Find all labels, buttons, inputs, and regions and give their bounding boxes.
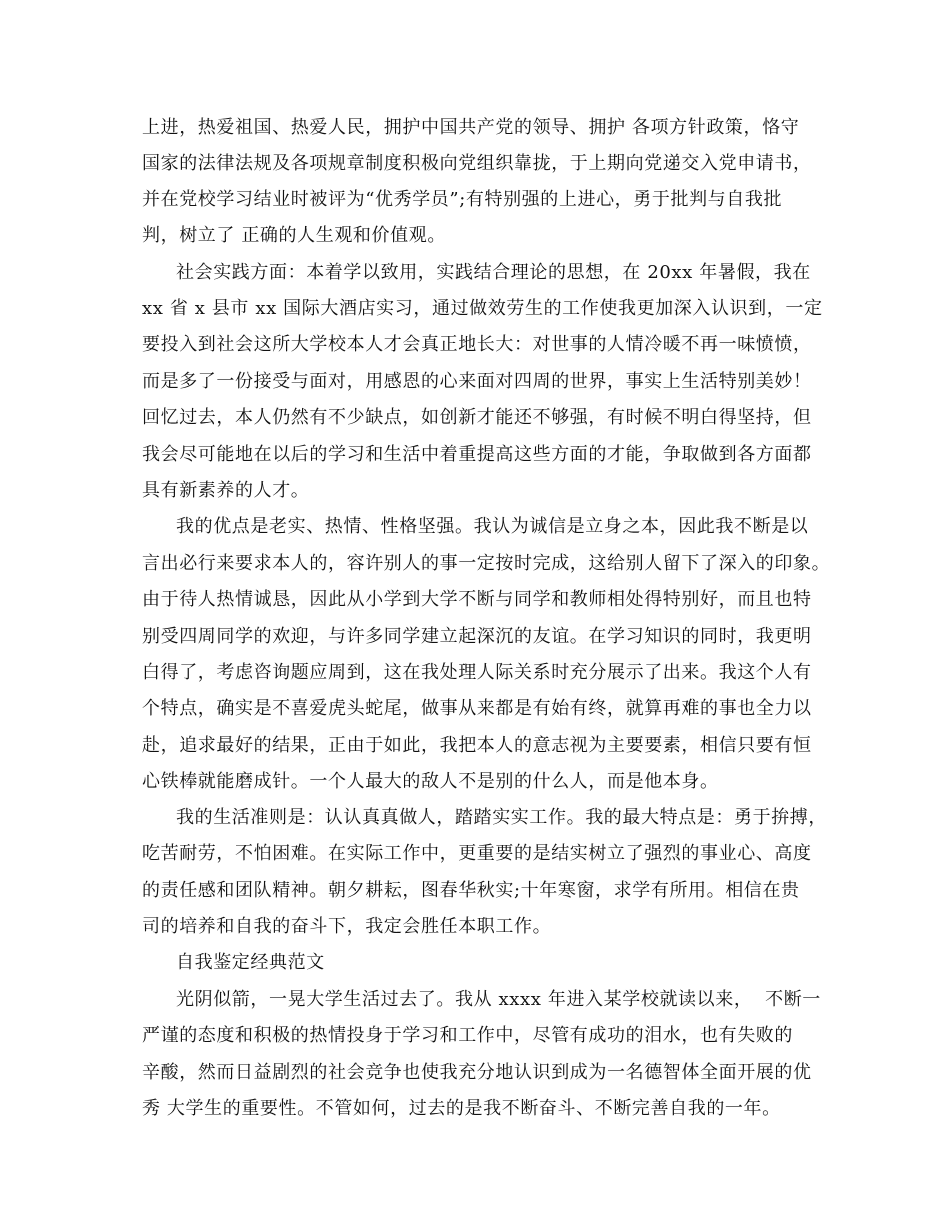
text-line: 判，树立了 正确的人生观和价值观。 [142, 225, 446, 246]
text-line: 具有新素养的人才。 [142, 480, 310, 501]
text-line: 辛酸，然而日益剧烈的社会竞争也使我充分地认识到成为一名德智体全面开展的优 [142, 1062, 812, 1083]
text-line: 严谨的态度和积极的热情投身于学习和工作中，尽管有成功的泪水，也有失败的 [142, 1025, 793, 1046]
paragraph-start-line: 光阴似箭，一晃大学生活过去了。我从 xxxx 年进入某学校就读以来， 不断一 [176, 989, 821, 1010]
text-line: 我会尽可能地在以后的学习和生活中着重提高这些方面的才能，争取做到各方面都 [142, 444, 812, 465]
text-line: 吃苦耐劳，不怕困难。在实际工作中，更重要的是结实树立了强烈的事业心、高度 [142, 843, 812, 864]
text-line: xx 省 x 县市 xx 国际大酒店实习，通过做效劳生的工作使我更加深入认识到，一定 [142, 298, 823, 319]
text-line: 司的培养和自我的奋斗下，我定会胜任本职工作。 [142, 916, 552, 937]
text-line: 秀 大学生的重要性。不管如何，过去的是我不断奋斗、不断完善自我的一年。 [142, 1098, 781, 1119]
text-line: 赴，追求最好的结果，正由于如此，我把本人的意志视为主要要素，相信只要有恒 [142, 735, 812, 756]
text-line: 白得了，考虑咨询题应周到，这在我处理人际关系时充分展示了出来。我这个人有 [142, 662, 812, 683]
text-line: 个特点，确实是不喜爱虎头蛇尾，做事从来都是有始有终，就算再难的事也全力以 [142, 698, 812, 719]
text-line: 并在党校学习结业时被评为“优秀学员”;有特别强的上进心，勇于批判与自我批 [142, 189, 783, 210]
section-heading: 自我鉴定经典范文 [176, 952, 325, 973]
text-line: 别受四周同学的欢迎，与许多同学建立起深沉的友谊。在学习知识的同时，我更明 [142, 626, 812, 647]
text-line: 的责任感和团队精神。朝夕耕耘，图春华秋实;十年寒窗，求学有所用。相信在贵 [142, 880, 800, 901]
text-line: 言出必行来要求本人的，容许别人的事一定按时完成，这给别人留下了深入的印象。 [142, 553, 831, 574]
text-line: 国家的法律法规及各项规章制度积极向党组织靠拢，于上期向党递交入党申请书， [142, 153, 812, 174]
text-line: 由于待人热情诚恳，因此从小学到大学不断与同学和教师相处得特别好，而且也特 [142, 589, 812, 610]
text-line: 回忆过去，本人仍然有不少缺点，如创新才能还不够强，有时候不明白得坚持，但 [142, 407, 812, 428]
paragraph-start-line: 社会实践方面：本着学以致用，实践结合理论的思想，在 20xx 年暑假，我在 [176, 262, 811, 283]
text-line: 心铁棒就能磨成针。一个人最大的敌人不是别的什么人，而是他本身。 [142, 771, 719, 792]
paragraph-start-line: 我的优点是老实、热情、性格坚强。我认为诚信是立身之本，因此我不断是以 [176, 516, 809, 537]
text-line: 而是多了一份接受与面对，用感恩的心来面对四周的世界，事实上生活特别美妙！ [142, 371, 812, 392]
text-line: 上进，热爱祖国、热爱人民，拥护中国共产党的领导、拥护 各项方针政策，恪守 [142, 117, 800, 138]
paragraph-start-line: 我的生活准则是：认认真真做人，踏踏实实工作。我的最大特点是：勇于拚搏， [176, 807, 827, 828]
text-line: 要投入到社会这所大学校本人才会真正地长大：对世事的人情冷暖不再一味愤愤， [142, 334, 812, 355]
